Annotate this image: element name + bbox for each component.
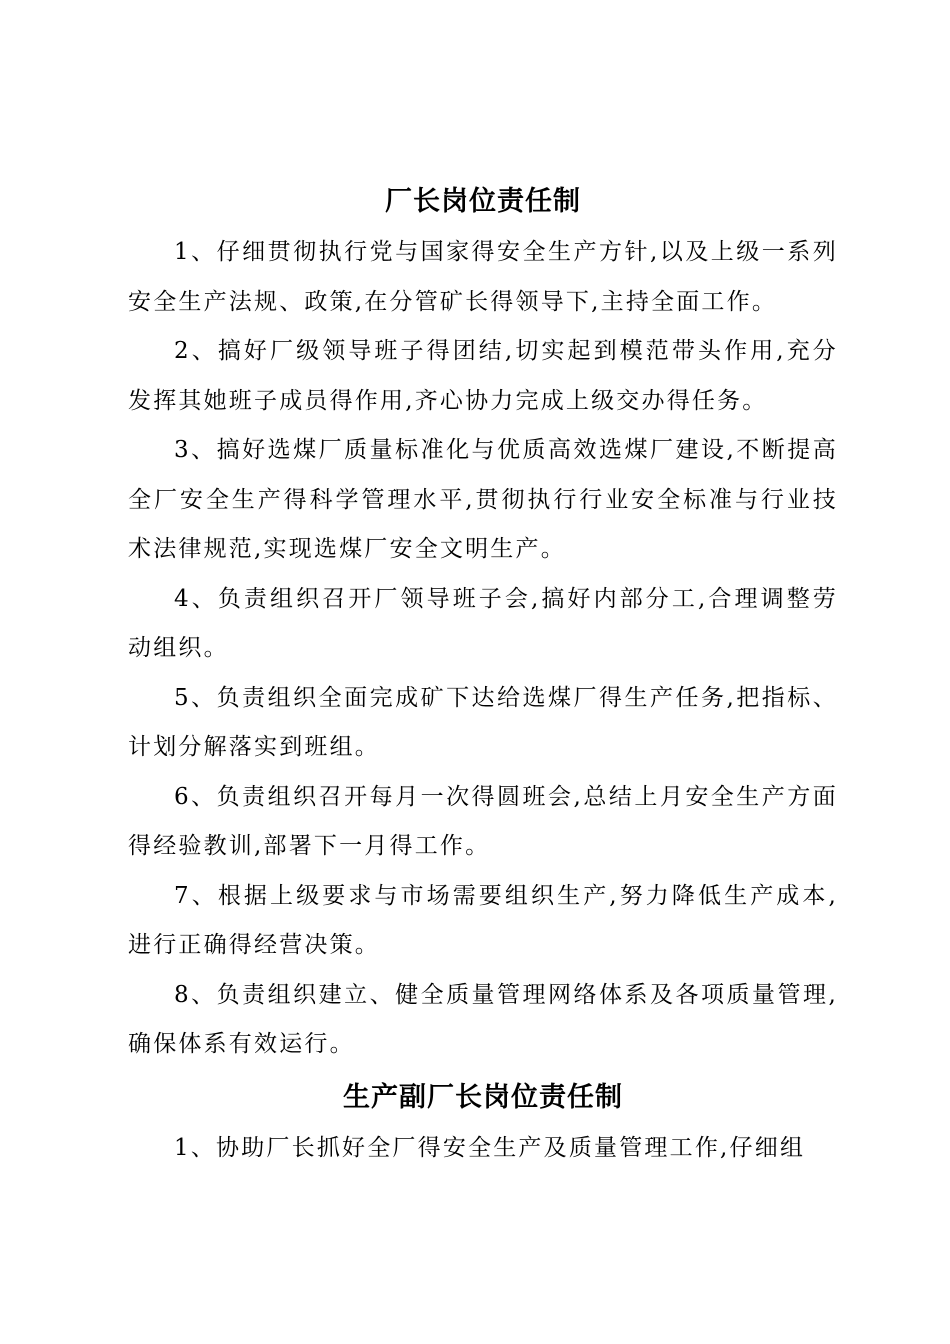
paragraph-3: 3、搞好选煤厂质量标准化与优质高效选煤厂建设,不断提高全厂安全生产得科学管理水平,贯彻执行行业安全标准与行业技术法律规范,实现选煤厂安全文明生产。: [128, 437, 838, 562]
paragraph-7: 7、根据上级要求与市场需要组织生产,努力降低生产成本,进行正确得经营决策。: [128, 882, 838, 958]
document-body: [128, 178, 838, 1173]
paragraph-deputy-1: 1、协助厂长抓好全厂得安全生产及质量管理工作,仔细组: [174, 1134, 806, 1161]
paragraph-5: 5、负责组织全面完成矿下达给选煤厂得生产任务,把指标、计划分解落实到班组。: [128, 684, 838, 760]
paragraph-8: 8、负责组织建立、健全质量管理网络体系及各项质量管理,确保体系有效运行。: [128, 981, 838, 1057]
section-title-factory-director: 厂长岗位责任制: [385, 186, 581, 217]
paragraph-4: 4、负责组织召开厂领导班子会,搞好内部分工,合理调整劳动组织。: [128, 585, 838, 661]
paragraph-2: 2、搞好厂级领导班子得团结,切实起到模范带头作用,充分发挥其她班子成员得作用,齐心协力完成上级交办得任务。: [128, 338, 838, 414]
paragraph-6: 6、负责组织召开每月一次得圆班会,总结上月安全生产方面得经验教训,部署下一月得工作。: [128, 783, 838, 859]
paragraph-1: 1、仔细贯彻执行党与国家得安全生产方针,以及上级一系列安全生产法规、政策,在分管矿长得领导下,主持全面工作。: [128, 239, 838, 315]
section-title-production-deputy-director: 生产副厂长岗位责任制: [343, 1081, 623, 1113]
